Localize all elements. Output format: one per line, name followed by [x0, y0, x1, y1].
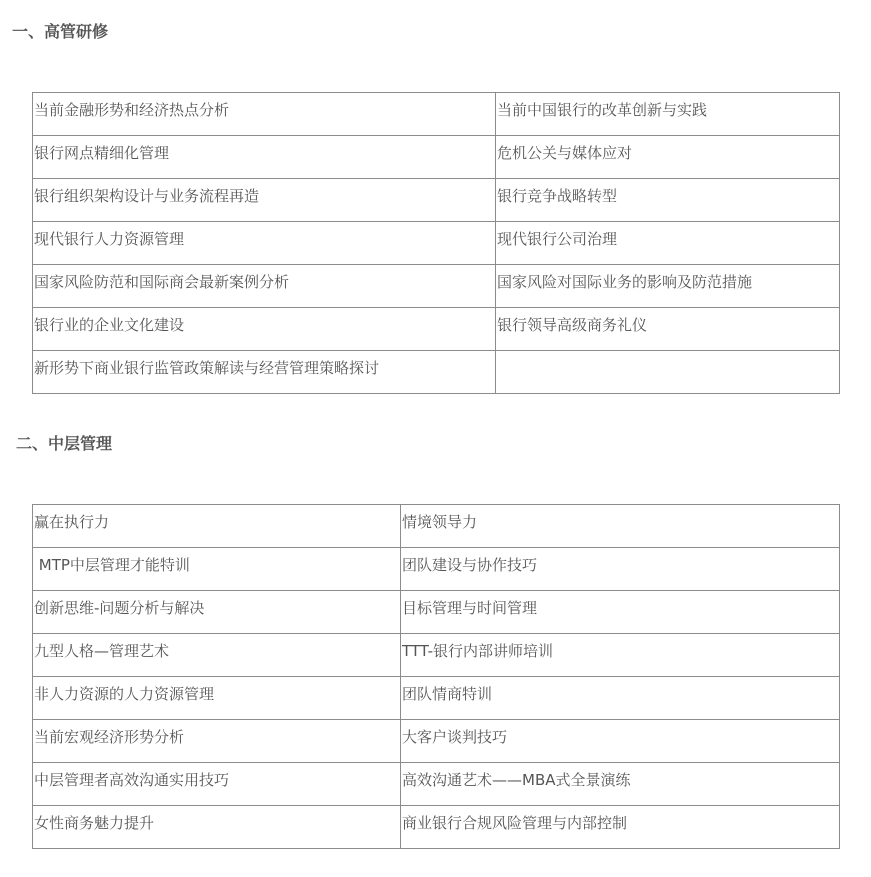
table-cell	[496, 136, 840, 179]
table-cell	[33, 93, 496, 136]
course-name: 情境领导力	[402, 513, 478, 531]
table-cell	[496, 265, 840, 308]
table-cell	[33, 634, 401, 677]
course-name	[497, 351, 839, 358]
table-cell	[33, 720, 401, 763]
course-name: 银行组织架构设计与业务流程再造	[34, 187, 260, 205]
table-cell	[401, 677, 840, 720]
course-name: 银行领导高级商务礼仪	[497, 316, 648, 334]
table-cell	[33, 806, 401, 849]
course-name: 九型人格—管理艺术	[34, 642, 170, 660]
table-row	[33, 222, 840, 265]
table-cell	[496, 93, 840, 136]
course-name: 银行网点精细化管理	[34, 144, 170, 162]
table-row	[33, 634, 840, 677]
section-title-executive: 一、高管研修	[12, 22, 109, 41]
table-cell	[401, 548, 840, 591]
table-row	[33, 93, 840, 136]
course-name: 商业银行合规风险管理与内部控制	[402, 814, 628, 832]
table-cell	[401, 720, 840, 763]
table-row	[33, 720, 840, 763]
table-cell	[33, 179, 496, 222]
table-cell	[33, 222, 496, 265]
table-row	[33, 136, 840, 179]
course-name: 当前金融形势和经济热点分析	[34, 101, 230, 119]
table-cell	[33, 308, 496, 351]
table-cell	[401, 591, 840, 634]
executive-course-table	[32, 92, 840, 394]
course-name: 当前宏观经济形势分析	[34, 728, 185, 746]
table-row	[33, 548, 840, 591]
table-cell	[33, 505, 401, 548]
table-row	[33, 265, 840, 308]
course-name: 银行竞争战略转型	[497, 187, 618, 205]
table-cell	[33, 677, 401, 720]
table-cell	[33, 548, 401, 591]
middle-management-course-table	[32, 504, 840, 849]
table-cell-empty	[496, 351, 840, 394]
table-cell	[33, 136, 496, 179]
table-cell	[496, 222, 840, 265]
course-name: 目标管理与时间管理	[402, 599, 538, 617]
table-cell	[401, 505, 840, 548]
table-cell	[401, 634, 840, 677]
course-name: 中层管理者高效沟通实用技巧	[34, 771, 230, 789]
table-cell	[401, 806, 840, 849]
table-row	[33, 591, 840, 634]
course-name: TTT-银行内部讲师培训	[402, 642, 553, 660]
table-cell	[496, 179, 840, 222]
course-name: 高效沟通艺术——MBA式全景演练	[402, 771, 631, 789]
course-name: 国家风险防范和国际商会最新案例分析	[34, 273, 290, 291]
course-name: 团队建设与协作技巧	[402, 556, 538, 574]
course-name: 非人力资源的人力资源管理	[34, 685, 215, 703]
course-name: 银行业的企业文化建设	[34, 316, 185, 334]
table-row	[33, 806, 840, 849]
table-row	[33, 763, 840, 806]
table-cell	[33, 265, 496, 308]
course-name: 现代银行人力资源管理	[34, 230, 185, 248]
course-name: 创新思维-问题分析与解决	[34, 599, 205, 617]
table-row	[33, 677, 840, 720]
course-name: 女性商务魅力提升	[34, 814, 155, 832]
course-name: 国家风险对国际业务的影响及防范措施	[497, 273, 753, 291]
course-name: 当前中国银行的改革创新与实践	[497, 101, 708, 119]
course-name: 团队情商特训	[402, 685, 493, 703]
course-name: 新形势下商业银行监管政策解读与经营管理策略探讨	[34, 359, 380, 377]
course-name: MTP中层管理才能特训	[34, 556, 190, 574]
course-name: 大客户谈判技巧	[402, 728, 508, 746]
table-row	[33, 308, 840, 351]
table-cell	[496, 308, 840, 351]
table-cell	[33, 351, 496, 394]
table-cell	[33, 763, 401, 806]
table-row	[33, 351, 840, 394]
section-title-middle-management: 二、中层管理	[16, 434, 113, 453]
course-name: 赢在执行力	[34, 513, 110, 531]
table-row	[33, 179, 840, 222]
table-row	[33, 505, 840, 548]
course-name: 现代银行公司治理	[497, 230, 618, 248]
table-cell	[33, 591, 401, 634]
table-cell	[401, 763, 840, 806]
course-name: 危机公关与媒体应对	[497, 144, 633, 162]
